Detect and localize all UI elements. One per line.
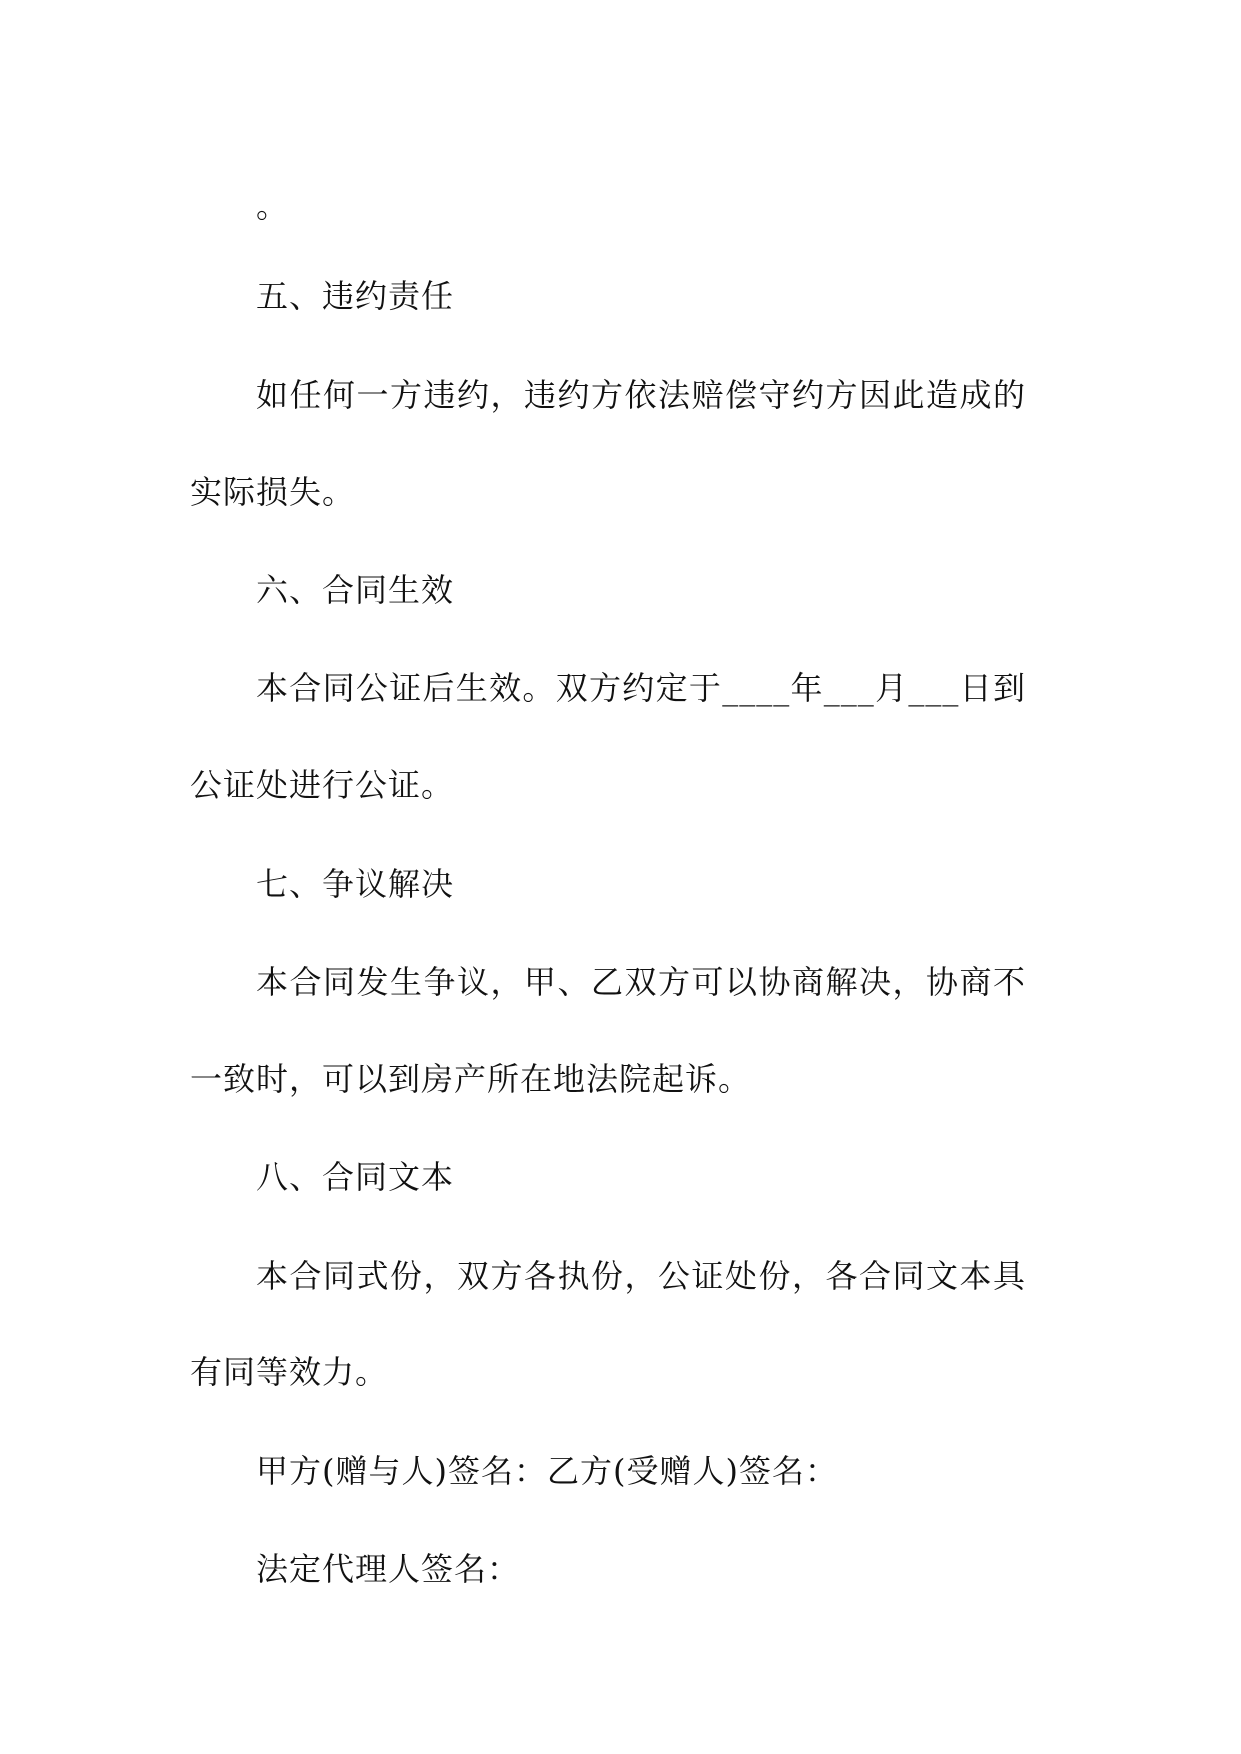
paragraph-line: 实际损失。 (190, 473, 356, 511)
signature-line-agent: 法定代理人签名： (256, 1550, 521, 1588)
paragraph-line: 本合同发生争议，甲、乙双方可以协商解决，协商不 (256, 963, 1026, 1001)
paragraph-line: 本合同式份，双方各执份，公证处份，各合同文本具 (256, 1257, 1026, 1295)
paragraph-line: 如任何一方违约，违约方依法赔偿守约方因此造成的 (256, 376, 1026, 414)
section-heading-dispute: 七、争议解决 (256, 865, 455, 903)
text-line: 。 (256, 187, 290, 225)
section-heading-text: 八、合同文本 (256, 1158, 455, 1196)
paragraph-line: 本合同公证后生效。双方约定于____年___月___日到 (256, 669, 1026, 707)
paragraph-line: 有同等效力。 (190, 1353, 389, 1391)
section-heading-effect: 六、合同生效 (256, 571, 455, 609)
section-heading-breach: 五、违约责任 (256, 277, 455, 315)
signature-line-parties: 甲方(赠与人)签名：乙方(受赠人)签名： (256, 1452, 838, 1490)
paragraph-line: 公证处进行公证。 (190, 766, 455, 804)
paragraph-line: 一致时，可以到房产所在地法院起诉。 (190, 1060, 752, 1098)
